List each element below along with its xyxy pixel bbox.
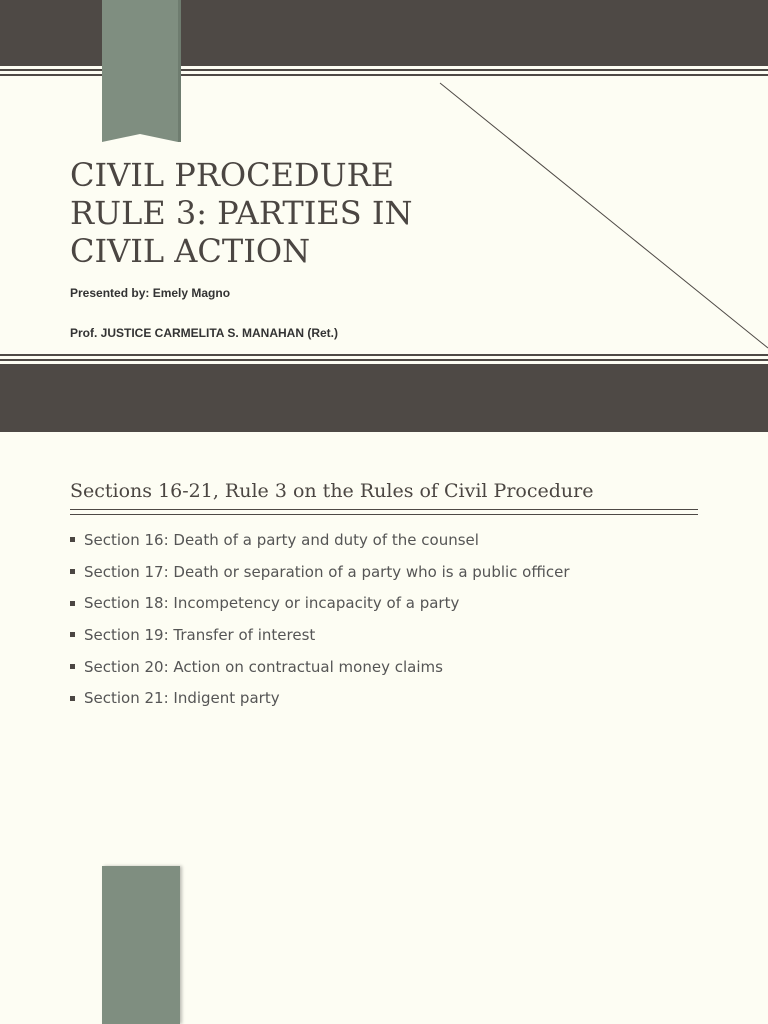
list-item-text: Section 20: Action on contractual money claims [84, 657, 443, 676]
bottom-double-rule-1 [0, 354, 768, 356]
title-line-3: CIVIL ACTION [70, 232, 311, 270]
list-item-text: Section 16: Death of a party and duty of the counsel [84, 530, 479, 549]
title-line-2: RULE 3: PARTIES IN [70, 194, 413, 232]
list-item-text: Section 18: Incompetency or incapacity of a party [84, 594, 460, 613]
bookmark-ribbon-top [102, 0, 182, 145]
list-item [70, 619, 570, 651]
presenter-text: Presented by: Emely Magno [70, 286, 231, 300]
section-list [70, 524, 570, 714]
list-item [70, 651, 570, 683]
bullet-icon [70, 632, 75, 637]
bookmark-ribbon-bottom [102, 866, 180, 1024]
bullet-icon [70, 664, 75, 669]
heading-rule-1 [70, 509, 698, 510]
middle-band [0, 364, 768, 432]
list-item-text: Section 17: Death or separation of a party who is a public officer [84, 562, 570, 581]
list-item [70, 682, 570, 714]
bullet-icon [70, 569, 75, 574]
list-item [70, 587, 570, 619]
list-item [70, 556, 570, 588]
bullet-icon [70, 696, 75, 701]
list-item [70, 524, 570, 556]
list-item-text: Section 19: Transfer of interest [84, 625, 316, 644]
heading-rule-2 [70, 514, 698, 515]
section-heading: Sections 16-21, Rule 3 on the Rules of Civil Procedure [70, 480, 594, 502]
bullet-icon [70, 601, 75, 606]
professor-text: Prof. JUSTICE CARMELITA S. MANAHAN (Ret.) [70, 326, 338, 340]
slide-title [70, 156, 412, 270]
list-item-text: Section 21: Indigent party [84, 689, 280, 708]
title-line-1: CIVIL PROCEDURE [70, 156, 395, 194]
bullet-icon [70, 537, 75, 542]
bottom-double-rule-2 [0, 359, 768, 361]
